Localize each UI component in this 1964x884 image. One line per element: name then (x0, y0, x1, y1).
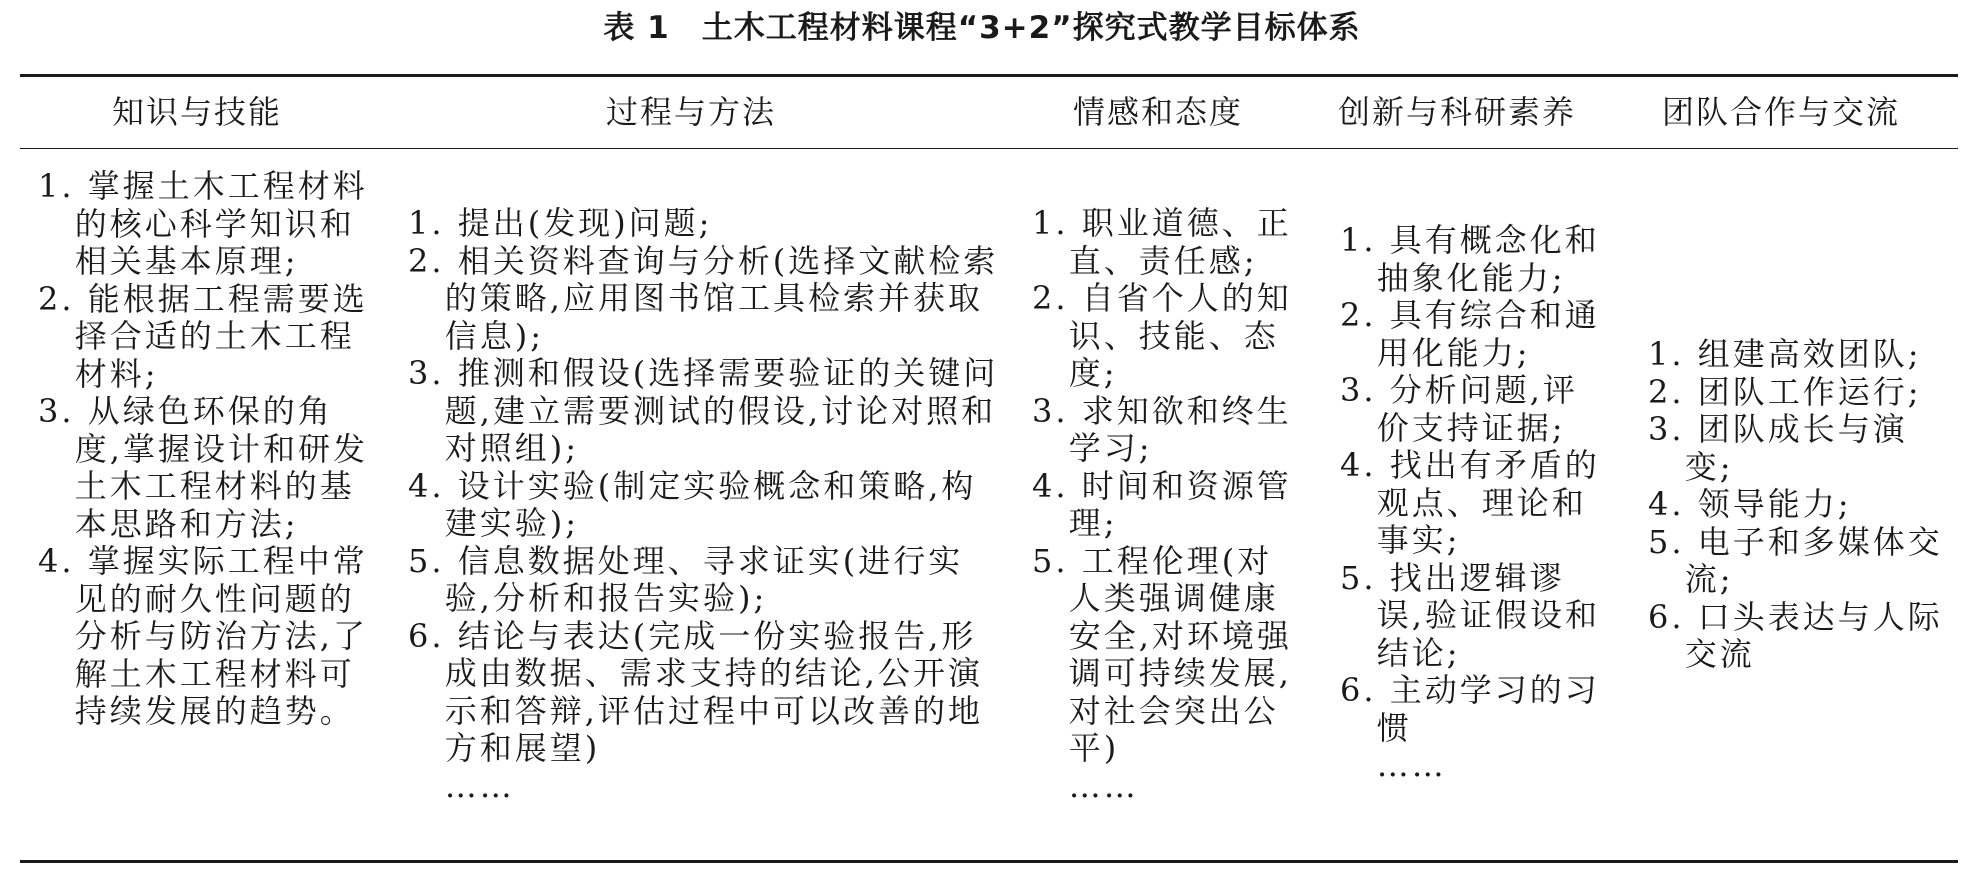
list-item: 5. 工程伦理(对人类强调健康安全,对环境强调可持续发展,对社会突出公平) (1032, 541, 1292, 767)
list-item: 4. 掌握实际工程中常见的耐久性问题的分析与防治方法,了解土木工程材料可持续发展的趋势。 (38, 542, 368, 730)
list-item: 2. 自省个人的知识、技能、态度; (1032, 279, 1292, 392)
list-item: 1. 掌握土木工程材料的核心科学知识和相关基本原理; (38, 167, 368, 280)
list-item: 3. 求知欲和终生学习; (1032, 391, 1292, 467)
list-item: 1. 具有概念化和抽象化能力; (1340, 221, 1600, 297)
top-rule (20, 74, 1958, 77)
header-teamwork-communication: 团队合作与交流 (1662, 93, 1901, 131)
column-knowledge-skills (38, 168, 372, 731)
column-emotion-attitude (1032, 205, 1304, 805)
column-innovation-research (1340, 222, 1610, 785)
list-item: 5. 信息数据处理、寻求证实(进行实验,分析和报告实验); (408, 541, 964, 617)
list-item: 4. 时间和资源管理; (1032, 466, 1292, 542)
header-knowledge-skills: 知识与技能 (112, 93, 283, 131)
list-item: 1. 组建高效团队; (1648, 335, 1922, 373)
list-item: 3. 从绿色环保的角度,掌握设计和研发土木工程材料的基本思路和方法; (38, 392, 368, 543)
list-item: 5. 电子和多媒体交流; (1648, 522, 1943, 598)
header-process-methods: 过程与方法 (606, 93, 777, 131)
list-item: 4. 设计实验(制定实验概念和策略,构建实验); (408, 466, 977, 542)
list-item: 1. 职业道德、正直、责任感; (1032, 204, 1292, 280)
ellipsis: …… (444, 766, 515, 805)
column-process-methods (408, 205, 1003, 805)
list-item: 6. 主动学习的习惯 (1340, 671, 1600, 747)
list-item: 3. 推测和假设(选择需要验证的关键问题,建立需要测试的假设,讨论对照和对照组); (408, 354, 999, 467)
list-item: 4. 领导能力; (1648, 485, 1852, 523)
list-item: 3. 分析问题,评价支持证据; (1340, 371, 1578, 447)
list-item: 1. 提出(发现)问题; (408, 204, 713, 242)
list-item: 2. 团队工作运行; (1648, 372, 1922, 411)
header-emotion-attitude: 情感和态度 (1073, 93, 1244, 131)
ellipsis: …… (1068, 766, 1139, 805)
header-innovation-research: 创新与科研素养 (1338, 93, 1577, 131)
list-item: 6. 口头表达与人际交流 (1648, 597, 1943, 673)
table-title: 表 1 土木工程材料课程“3+2”探究式教学目标体系 (603, 10, 1361, 46)
list-item: 4. 找出有矛盾的观点、理论和事实; (1340, 446, 1600, 559)
bottom-rule (20, 860, 1958, 863)
list-item: 2. 能根据工程需要选择合适的土木工程材料; (38, 279, 368, 393)
list-item: 5. 找出逻辑谬误,验证假设和结论; (1340, 558, 1600, 672)
list-item: 3. 团队成长与演变; (1648, 410, 1908, 486)
ellipsis: …… (1376, 746, 1447, 784)
header-rule (20, 148, 1958, 149)
list-item: 6. 结论与表达(完成一份实验报告,形成由数据、需求支持的结论,公开演示和答辩,评估过程中可以改善的地方和展望) (408, 616, 983, 767)
list-item: 2. 具有综合和通用化能力; (1340, 296, 1600, 372)
column-teamwork-communication (1648, 336, 1948, 674)
list-item: 2. 相关资料查询与分析(选择文献检索的策略,应用图书馆工具检索并获取信息); (408, 241, 999, 355)
